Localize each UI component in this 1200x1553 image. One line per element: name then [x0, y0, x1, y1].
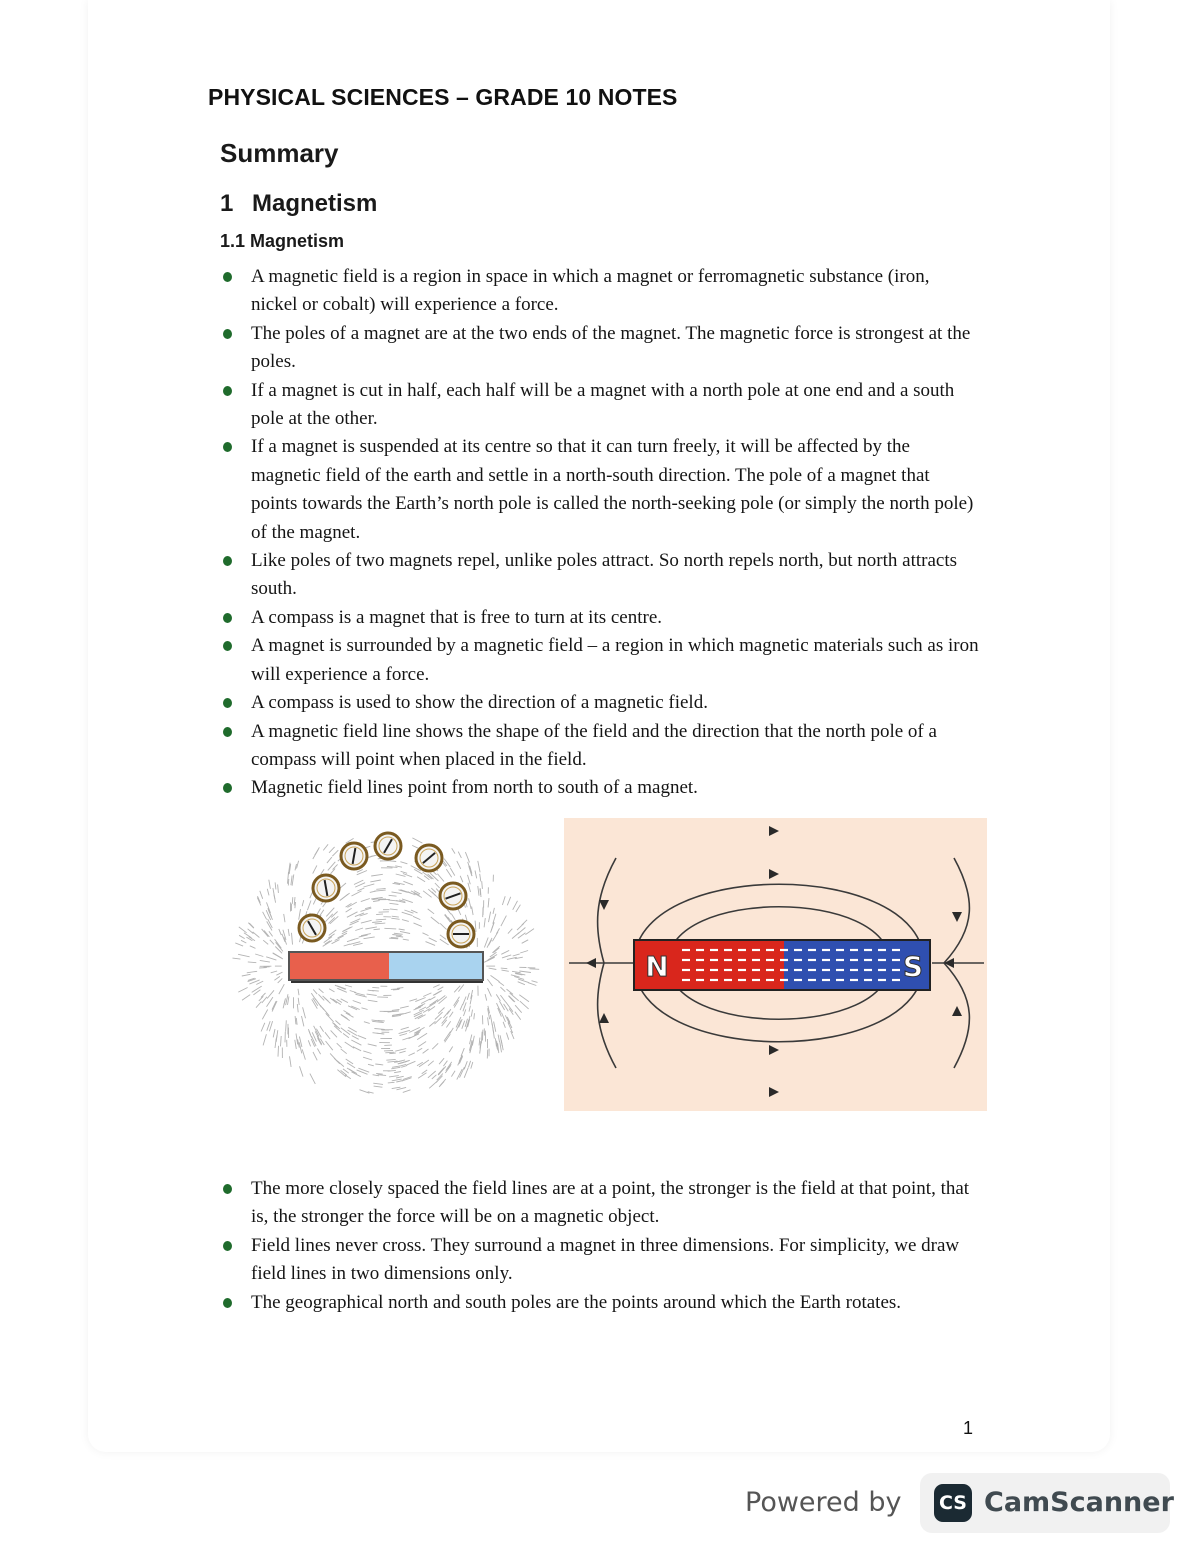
list-item: The poles of a magnet are at the two ends of the magnet. The magnetic force is strongest at the poles.	[220, 320, 980, 377]
labelled-bar-magnet	[634, 940, 930, 990]
list-item: Magnetic field lines point from north to south of a magnet.	[220, 774, 980, 802]
list-item: If a magnet is suspended at its centre so that it can turn freely, it will be affected by the magnetic field of the earth and settle in a north-south direction. The pole of a magnet that points towards the Earth’s north pole is called the north-seeking pole (or simply the north pole) of the magnet.	[220, 433, 980, 547]
bullet-dot-icon	[223, 329, 232, 339]
section-heading	[220, 190, 377, 218]
compass-icon	[341, 843, 367, 869]
list-item: The more closely spaced the field lines are at a point, the stronger is the field at that point, that is, the stronger the force will be on a magnetic object.	[220, 1175, 980, 1232]
south-pole-label: S	[902, 950, 924, 983]
bullet-dot-icon	[223, 641, 232, 651]
list-item: A compass is used to show the direction of a magnetic field.	[220, 689, 980, 717]
summary-heading: Summary	[220, 138, 339, 168]
compass-icon	[375, 833, 401, 859]
page-number: 1	[963, 1418, 974, 1438]
powered-by-text: Powered by	[745, 1487, 902, 1518]
list-item: A magnetic field is a region in space in which a magnet or ferromagnetic substance (iron, nickel or cobalt) will experience a force.	[220, 263, 980, 320]
bullet-dot-icon	[223, 1298, 232, 1308]
bullet-dot-icon	[223, 556, 232, 566]
compass-icon	[448, 921, 474, 947]
list-item: A magnet is surrounded by a magnetic field – a region in which magnetic materials such as iron will experience a force.	[220, 632, 980, 689]
compass-icon	[416, 845, 442, 871]
list-item: If a magnet is cut in half, each half will be a magnet with a north pole at one end and a south pole at the other.	[220, 377, 980, 434]
bullet-dot-icon	[223, 1184, 232, 1194]
bullet-list-top	[220, 263, 980, 803]
compass-group	[299, 833, 474, 947]
camscanner-logo-icon: CS	[934, 1484, 972, 1522]
list-item: Field lines never cross. They surround a magnet in three dimensions. For simplicity, we draw field lines in two dimensions only.	[220, 1232, 980, 1289]
bullet-dot-icon	[223, 727, 232, 737]
field-lines-figure	[564, 818, 987, 1111]
bullet-dot-icon	[223, 613, 232, 623]
north-pole-label: N	[645, 950, 669, 983]
section-title: Magnetism	[252, 190, 378, 217]
bullet-dot-icon	[223, 442, 232, 452]
compass-icon	[299, 915, 325, 941]
subsection-heading: 1.1 Magnetism	[220, 231, 345, 251]
camscanner-brand-name: CamScanner	[984, 1487, 1174, 1518]
compass-icon	[440, 883, 466, 909]
bullet-list-bottom	[220, 1175, 980, 1317]
bullet-dot-icon	[223, 783, 232, 793]
list-item: A magnetic field line shows the shape of the field and the direction that the north pole of a compass will point when placed in the field.	[220, 718, 980, 775]
list-item: The geographical north and south poles are the points around which the Earth rotates.	[220, 1289, 980, 1317]
list-item: Like poles of two magnets repel, unlike poles attract. So north repels north, but north attracts south.	[220, 547, 980, 604]
document-title: PHYSICAL SCIENCES – GRADE 10 NOTES	[208, 84, 678, 110]
bullet-dot-icon	[223, 386, 232, 396]
bar-magnet	[289, 952, 483, 982]
section-number: 1	[220, 190, 234, 217]
bullet-dot-icon	[223, 1241, 232, 1251]
iron-filings-figure	[215, 818, 560, 1118]
compass-icon	[313, 875, 339, 901]
magnet-south-half	[389, 952, 483, 980]
bullet-dot-icon	[223, 272, 232, 282]
bullet-dot-icon	[223, 698, 232, 708]
magnet-north-half	[289, 952, 389, 980]
camscanner-badge[interactable]	[920, 1473, 1174, 1533]
list-item: A compass is a magnet that is free to turn at its centre.	[220, 604, 980, 632]
